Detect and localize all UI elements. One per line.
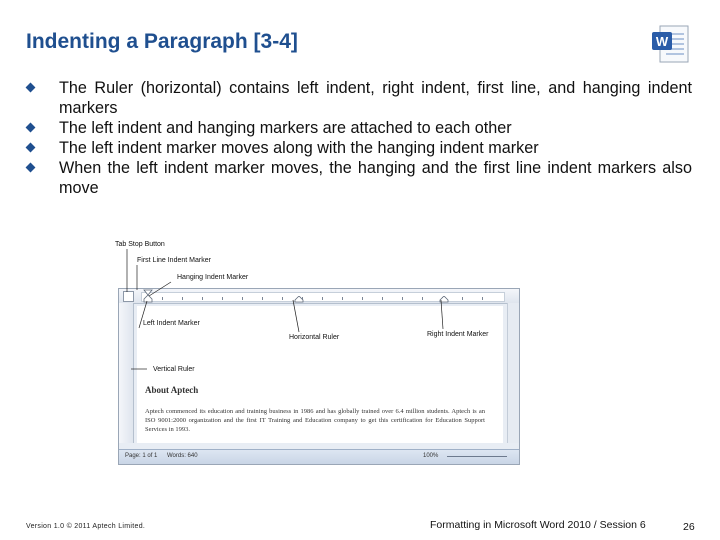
- bullet-diamond-icon: [26, 163, 36, 173]
- footer-session: Formatting in Microsoft Word 2010 / Session 6: [430, 519, 646, 531]
- ruler-figure: [113, 238, 523, 468]
- bullet-item: [26, 158, 692, 198]
- annotation-tab-stop: Tab Stop Button: [115, 241, 165, 248]
- bullet-diamond-icon: [26, 83, 36, 93]
- annotation-left-indent: Left Indent Marker: [143, 320, 200, 327]
- bullet-item: [26, 118, 692, 138]
- annotation-horizontal-ruler: Horizontal Ruler: [289, 334, 340, 341]
- status-zoom: 100%: [423, 453, 439, 459]
- footer-page-number: 26: [683, 521, 695, 533]
- callout-arrows: [113, 238, 523, 468]
- status-words: Words: 640: [167, 453, 198, 459]
- word-icon: [648, 22, 692, 66]
- annotation-right-indent: Right Indent Marker: [427, 331, 489, 338]
- bullet-list: [26, 78, 692, 198]
- annotation-hanging: Hanging Indent Marker: [177, 274, 249, 281]
- footer-copyright: Version 1.0 © 2011 Aptech Limited.: [26, 523, 146, 530]
- annotation-vertical-ruler: Vertical Ruler: [153, 366, 195, 373]
- svg-text:W: W: [655, 34, 669, 49]
- bullet-item: [26, 138, 692, 158]
- bullet-text: The left indent and hanging markers are attached to each other: [59, 119, 512, 137]
- bullet-diamond-icon: [26, 123, 36, 133]
- annotation-first-line: First Line Indent Marker: [137, 257, 211, 264]
- slide-title: Indenting a Paragraph [3-4]: [26, 30, 298, 53]
- status-page: Page: 1 of 1: [125, 453, 158, 459]
- bullet-item: [26, 78, 692, 118]
- bullet-text: The left indent marker moves along with the hanging indent marker: [59, 139, 539, 157]
- document-body: Aptech commenced its education and training business in 1986 and has globally trained over 6.4 million students. Aptech is an ISO 9001:2000 organization and the first IT Training and Education company to get this certification for Education Support Services in 1993.: [145, 408, 485, 433]
- document-heading: About Aptech: [145, 385, 199, 395]
- bullet-text: When the left indent marker moves, the hanging and the first line indent markers also move: [59, 159, 692, 197]
- bullet-text: The Ruler (horizontal) contains left indent, right indent, first line, and hanging indent markers: [59, 79, 692, 117]
- bullet-diamond-icon: [26, 143, 36, 153]
